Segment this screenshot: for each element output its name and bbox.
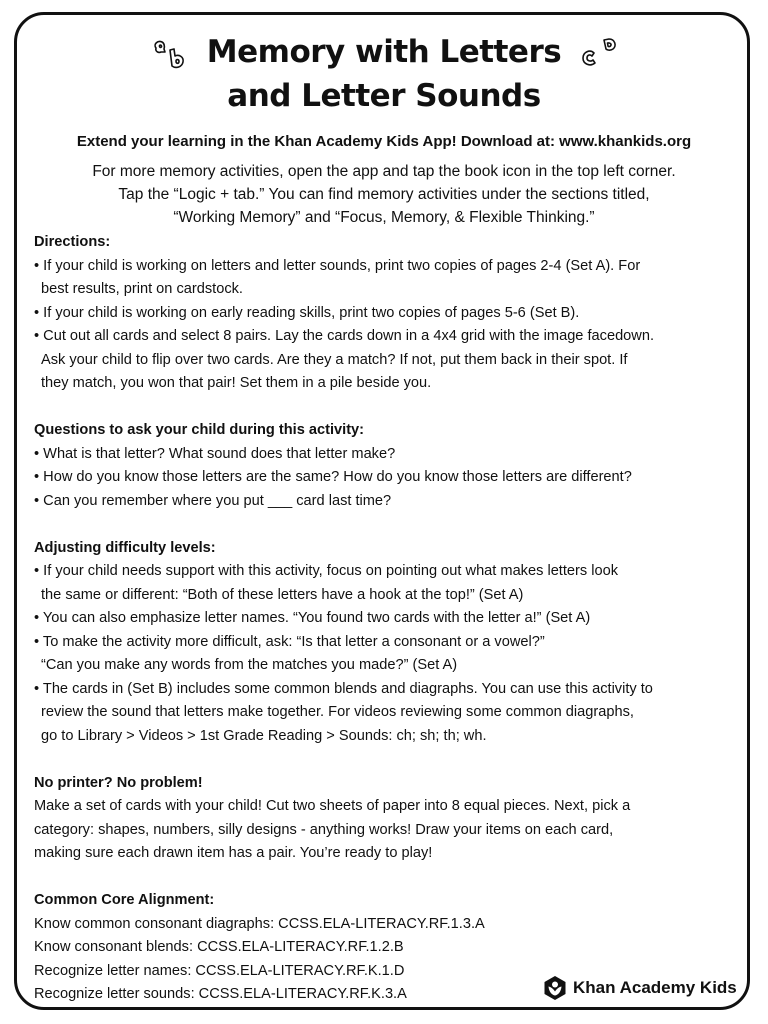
directions-line: they match, you won that pair! Set them in a pile beside you. xyxy=(41,375,432,391)
section-gap xyxy=(34,866,734,890)
directions-line: best results, print on cardstock. xyxy=(41,281,243,297)
difficulty-line: review the sound that letters make together. For videos reviewing some common diagraphs, xyxy=(41,704,634,720)
difficulty-line: “Can you make any words from the matches you made?” (Set A) xyxy=(41,657,458,673)
core-heading: Common Core Alignment: xyxy=(34,892,215,908)
difficulty-line: • The cards in (Set B) includes some common blends and diagraphs. You can use this activity to xyxy=(34,680,653,697)
section-gap xyxy=(34,748,734,772)
questions-line: • What is that letter? What sound does that letter make? xyxy=(34,445,396,462)
khan-academy-kids-logo xyxy=(543,975,737,1001)
directions-heading: Directions: xyxy=(34,234,111,250)
page-title xyxy=(0,30,768,118)
questions-heading: Questions to ask your child during this activity: xyxy=(34,422,365,438)
directions-line: • If your child is working on early reading skills, print two copies of pages 5-6 (Set B). xyxy=(34,304,580,321)
printer-line: category: shapes, numbers, silly designs - anything works! Draw your items on each card, xyxy=(34,821,614,838)
difficulty-heading: Adjusting difficulty levels: xyxy=(34,539,216,556)
difficulty-line: • To make the activity more difficult, ask: “Is that letter a consonant or a vowel?” xyxy=(34,633,545,650)
section-gap xyxy=(34,513,734,537)
questions-line: • How do you know those letters are the same? How do you know those letters are different? xyxy=(34,469,632,485)
section-gap xyxy=(34,396,734,420)
intro-line: Tap the “Logic + tab.” You can find memory activities under the sections titled, xyxy=(118,186,650,203)
logo-text: Khan Academy Kids xyxy=(573,978,737,997)
intro-line: For more memory activities, open the app and tap the book icon in the top left corner. xyxy=(92,163,676,180)
directions-line: • If your child is working on letters and letter sounds, print two copies of pages 2-4 (Set A). For xyxy=(34,257,641,274)
khan-hexagon-icon xyxy=(543,975,567,1001)
core-line: Know common consonant diagraphs: CCSS.ELA-LITERACY.RF.1.3.A xyxy=(34,915,485,932)
main-content xyxy=(34,231,734,1007)
directions-line: • Cut out all cards and select 8 pairs. Lay the cards down in a 4x4 grid with the image facedown. xyxy=(34,328,655,344)
core-line: Know consonant blends: CCSS.ELA-LITERACY.RF.1.2.B xyxy=(34,939,404,955)
title-line-1: Memory with Letters xyxy=(206,34,562,70)
difficulty-line: • If your child needs support with this activity, focus on pointing out what makes letters look xyxy=(34,563,619,579)
difficulty-line: the same or different: “Both of these letters have a hook at the top!” (Set A) xyxy=(41,586,524,603)
intro-paragraph xyxy=(40,160,728,229)
difficulty-line: go to Library > Videos > 1st Grade Reading > Sounds: ch; sh; th; wh. xyxy=(41,727,487,744)
core-line: Recognize letter sounds: CCSS.ELA-LITERACY.RF.K.3.A xyxy=(34,986,407,1002)
questions-line: • Can you remember where you put ___ card last time? xyxy=(34,492,392,509)
difficulty-line: • You can also emphasize letter names. “You found two cards with the letter a!” (Set A) xyxy=(34,610,591,626)
printer-line: making sure each drawn item has a pair. You’re ready to play! xyxy=(34,845,433,861)
printer-heading: No printer? No problem! xyxy=(34,774,203,791)
core-line: Recognize letter names: CCSS.ELA-LITERACY.RF.K.1.D xyxy=(34,962,405,979)
intro-line: “Working Memory” and “Focus, Memory, & Flexible Thinking.” xyxy=(173,209,595,226)
printer-line: Make a set of cards with your child! Cut two sheets of paper into 8 equal pieces. Next, pick a xyxy=(34,798,631,814)
title-line-2: and Letter Sounds xyxy=(227,78,541,114)
extend-learning-line: Extend your learning in the Khan Academy Kids App! Download at: www.khankids.org xyxy=(76,133,692,150)
directions-line: Ask your child to flip over two cards. Are they a match? If not, put them back in their spot. If xyxy=(41,351,628,368)
title-block xyxy=(0,30,768,118)
